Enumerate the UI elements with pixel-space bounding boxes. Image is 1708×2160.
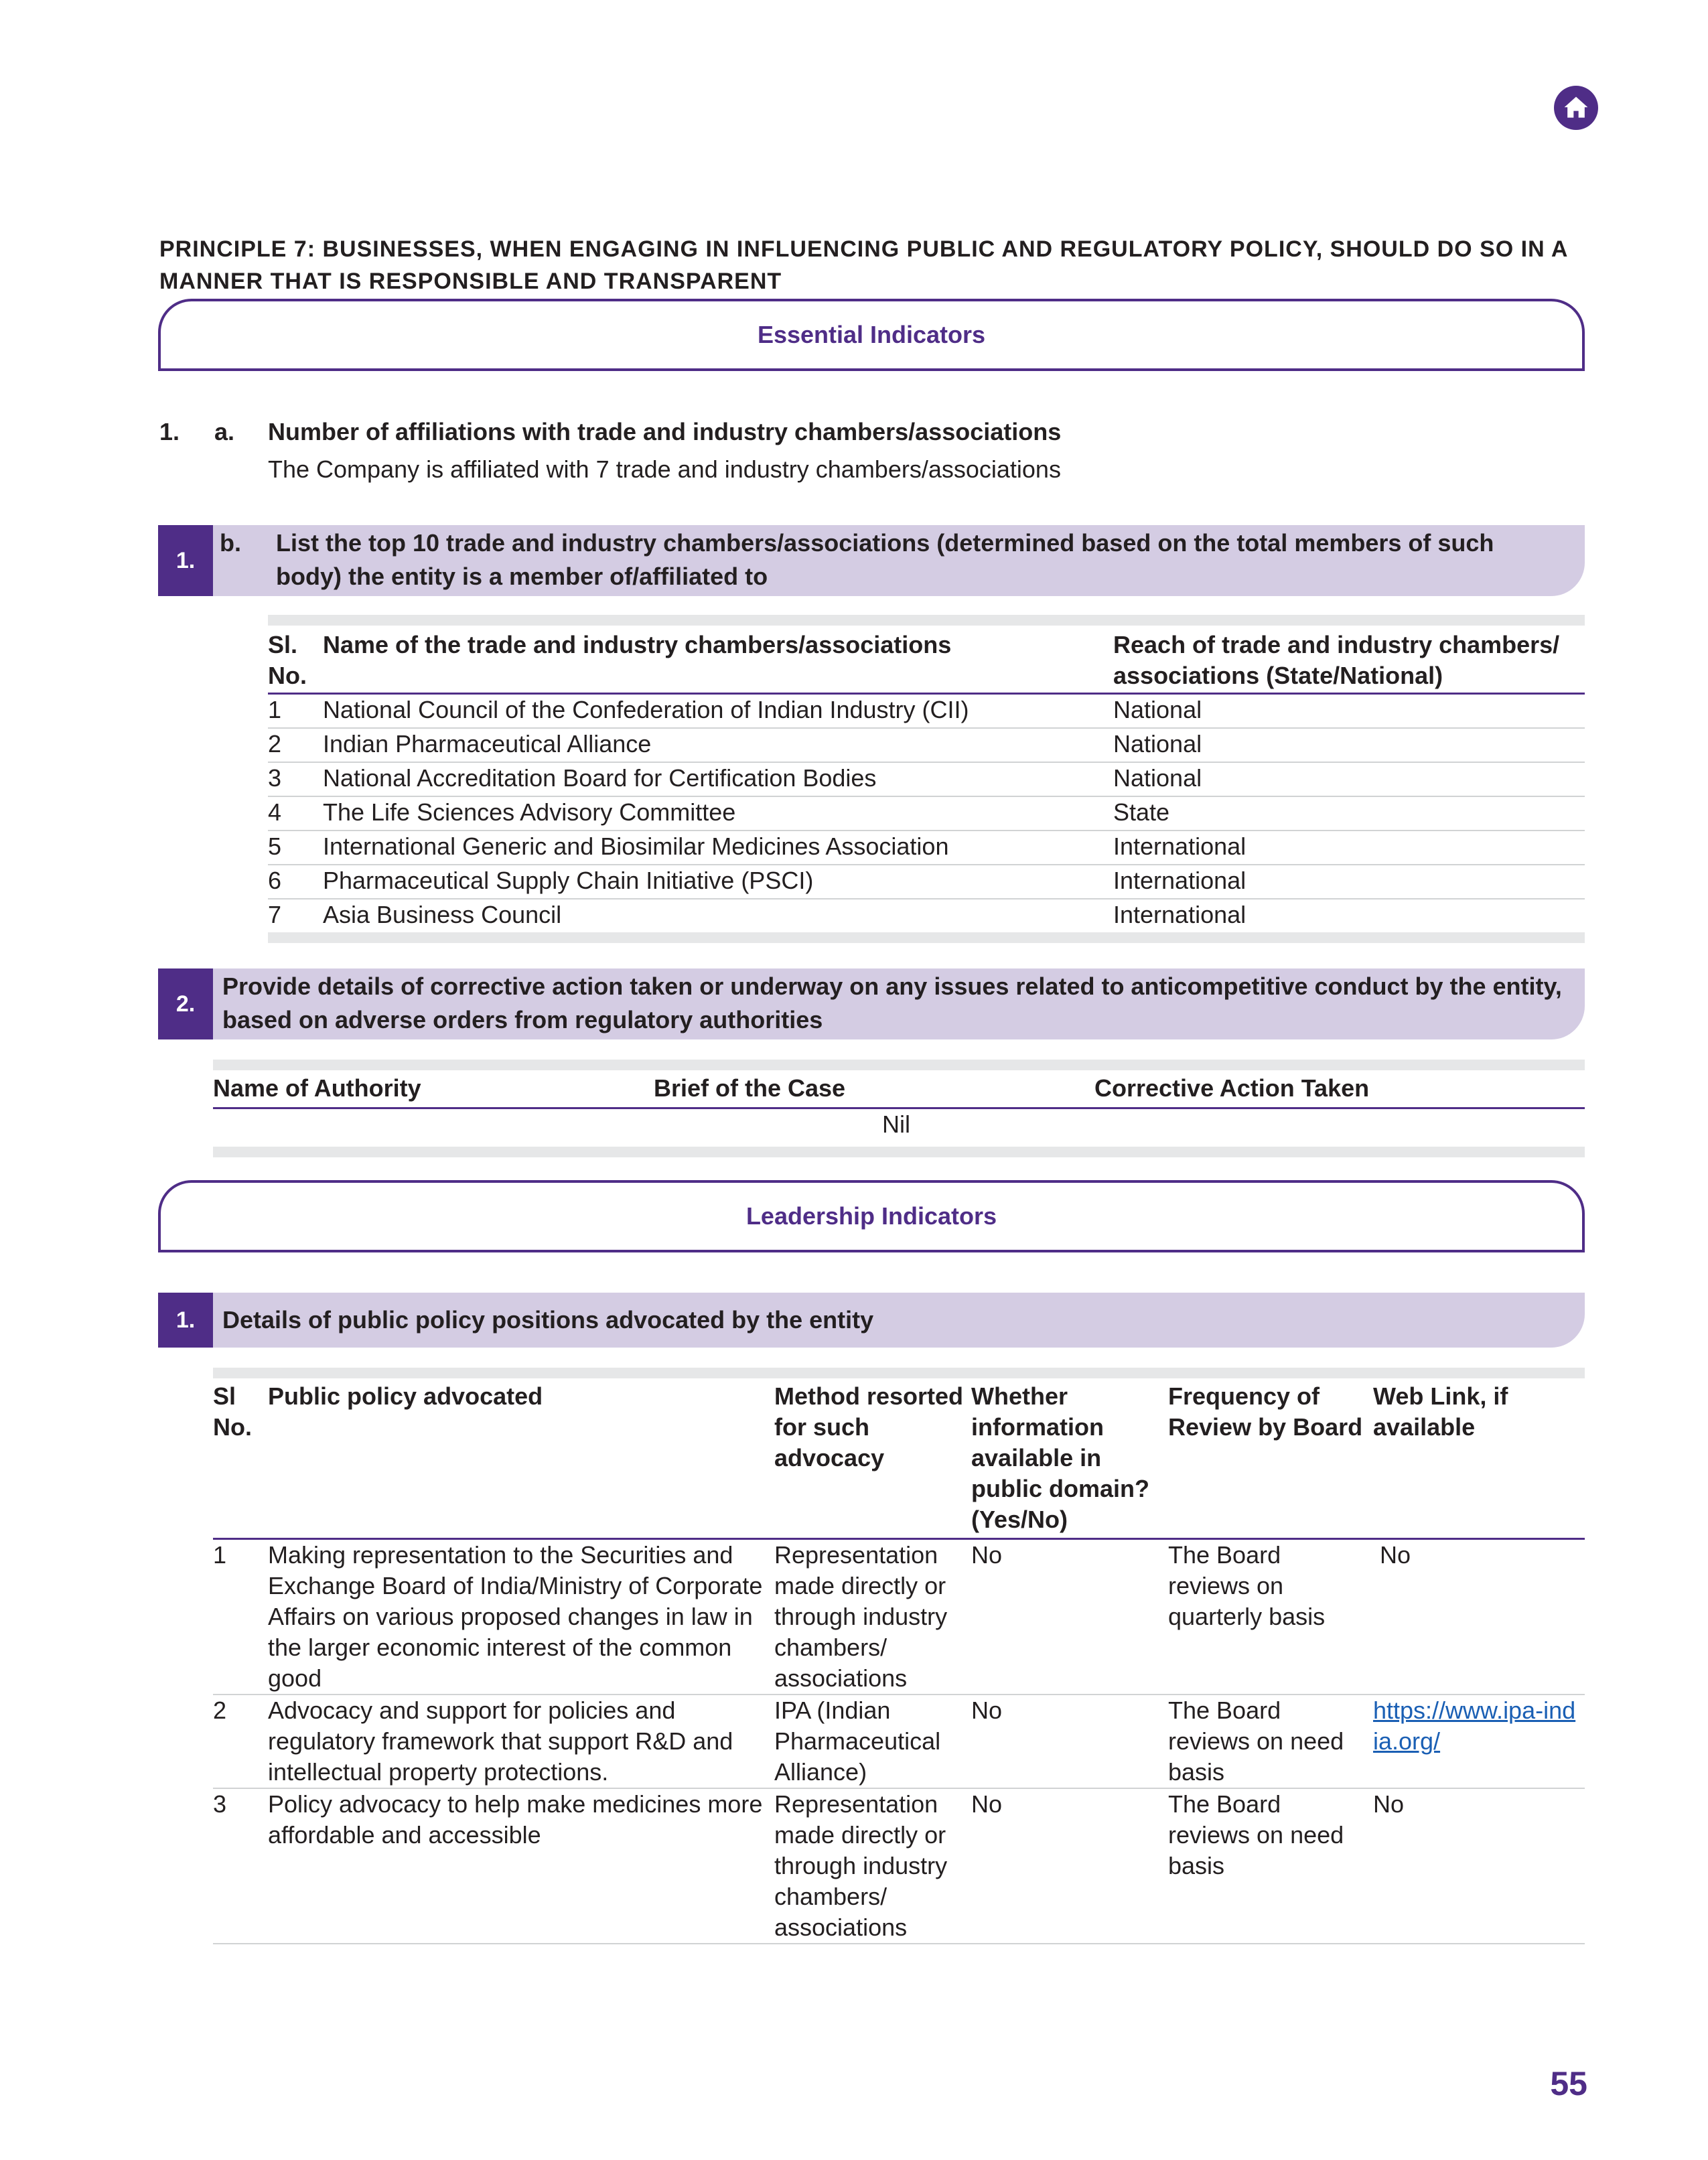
column-header-policy: Public policy advocated	[268, 1381, 774, 1539]
question-number: 2.	[158, 968, 213, 1039]
cell-frequency: The Board reviews on need basis	[1168, 1695, 1373, 1788]
cell-nil: Nil	[882, 1110, 910, 1138]
column-header-brief: Brief of the Case	[654, 1073, 1094, 1108]
question-heading: Number of affiliations with trade and industry chambers/associations	[268, 418, 1062, 445]
table-bottom-rule	[268, 932, 1585, 943]
cell-name: National Council of the Confederation of Indian Industry (CII)	[323, 694, 1113, 728]
ipa-web-link[interactable]: https://www.ipa-india.org/	[1373, 1697, 1576, 1755]
table-top-rule	[213, 1060, 1585, 1070]
cell-sl: 2	[213, 1695, 268, 1788]
cell-reach: National	[1113, 728, 1585, 762]
cell-sl: 4	[268, 796, 323, 831]
table-row	[268, 831, 1585, 865]
cell-method: Representation made directly or through industry chambers/ associations	[774, 1788, 971, 1944]
cell-sl: 1	[213, 1539, 268, 1695]
column-header-sl: Sl. No.	[268, 630, 323, 694]
cell-sl: 7	[268, 900, 282, 928]
question-text: Provide details of corrective action taken or underway on any issues related to anticompetitive conduct by the entity, based on adverse orders from regulatory authorities	[222, 973, 1562, 1033]
table-header-row	[268, 630, 1585, 694]
public-policy-table	[213, 1381, 1585, 1944]
cell-name: Pharmaceutical Supply Chain Initiative (PSCI)	[323, 865, 1113, 899]
table-top-rule	[213, 1368, 1585, 1378]
cell-method: IPA (Indian Pharmaceutical Alliance)	[774, 1695, 971, 1788]
page-number: 55	[1550, 2065, 1587, 2102]
essential-indicators-banner	[158, 299, 1585, 371]
cell-name: International Generic and Biosimilar Medicines Association	[323, 831, 1113, 865]
column-header-authority: Name of Authority	[213, 1073, 654, 1108]
cell-sl: 1	[268, 694, 323, 728]
table-row	[268, 694, 1585, 728]
cell-name: Indian Pharmaceutical Alliance	[323, 728, 1113, 762]
table-row	[268, 762, 1585, 796]
affiliations-table	[268, 630, 1585, 933]
question-answer: The Company is affiliated with 7 trade and industry chambers/associations	[268, 455, 1061, 483]
cell-reach: National	[1113, 694, 1585, 728]
column-header-frequency: Frequency of Review by Board	[1168, 1381, 1373, 1539]
anticompetitive-table	[213, 1073, 1585, 1147]
cell-reach: International	[1113, 900, 1247, 928]
question-2-bar	[158, 968, 1585, 1039]
home-button[interactable]	[1554, 86, 1598, 130]
cell-method: Representation made directly or through industry chambers/ associations	[774, 1539, 971, 1695]
cell-sl: 3	[268, 762, 323, 796]
column-header-public: Whether information available in public domain? (Yes/No)	[971, 1381, 1168, 1539]
question-number: 1.	[158, 525, 213, 596]
question-number: 1.	[159, 418, 180, 445]
table-bottom-rule	[213, 1147, 1585, 1157]
table-row	[268, 796, 1585, 831]
table-row	[268, 899, 1585, 933]
leadership-indicators-label: Leadership Indicators	[745, 1202, 997, 1230]
essential-indicators-label: Essential Indicators	[757, 321, 986, 348]
leadership-question-1-bar	[158, 1293, 1585, 1348]
table-row	[268, 865, 1585, 899]
column-header-name: Name of the trade and industry chambers/associations	[323, 630, 1113, 694]
cell-frequency: The Board reviews on need basis	[1168, 1788, 1373, 1944]
cell-policy: Making representation to the Securities and Exchange Board of India/Ministry of Corporate Affairs on various proposed changes in law in the larger economic interest of the common good	[268, 1539, 774, 1695]
cell-public: No	[971, 1788, 1168, 1944]
cell-sl: 5	[268, 831, 323, 865]
cell-sl: 3	[213, 1788, 268, 1944]
cell-public: No	[971, 1695, 1168, 1788]
cell-name: The Life Sciences Advisory Committee	[323, 796, 1113, 831]
question-text: List the top 10 trade and industry chambers/associations (determined based on the total members of such body) the entity is a member of/affiliated to	[276, 529, 1494, 590]
cell-sl: 2	[268, 728, 323, 762]
table-header-row	[213, 1073, 1585, 1108]
question-sub-letter: b.	[220, 529, 241, 557]
table-row	[213, 1539, 1585, 1695]
home-icon	[1561, 93, 1591, 123]
leadership-indicators-banner	[158, 1180, 1585, 1252]
cell-reach: State	[1113, 796, 1585, 831]
column-header-action: Corrective Action Taken	[1094, 1073, 1585, 1108]
cell-public: No	[971, 1539, 1168, 1695]
cell-link: No	[1373, 1788, 1585, 1944]
cell-sl: 6	[268, 865, 323, 899]
cell-name: National Accreditation Board for Certification Bodies	[323, 762, 1113, 796]
column-header-link: Web Link, if available	[1373, 1381, 1585, 1539]
cell-policy: Policy advocacy to help make medicines more affordable and accessible	[268, 1788, 774, 1944]
principle-title: PRINCIPLE 7: BUSINESSES, WHEN ENGAGING IN INFLUENCING PUBLIC AND REGULATORY POLICY, SHOULD DO SO IN A MANNER THAT IS RESPONSIBLE AND TRANSPARENT	[159, 236, 1568, 294]
question-number: 1.	[158, 1293, 213, 1348]
table-top-rule	[268, 615, 1585, 626]
question-1b-bar	[158, 525, 1585, 596]
cell-reach: International	[1113, 865, 1585, 899]
cell-link	[1373, 1695, 1585, 1788]
table-row	[213, 1108, 1585, 1147]
cell-frequency: The Board reviews on quarterly basis	[1168, 1539, 1373, 1695]
question-sub-letter: a.	[214, 418, 235, 445]
column-header-method: Method resorted for such advocacy	[774, 1381, 971, 1539]
question-text: Details of public policy positions advocated by the entity	[222, 1306, 874, 1334]
table-row	[268, 728, 1585, 762]
table-header-row	[213, 1381, 1585, 1539]
cell-reach: National	[1113, 762, 1585, 796]
table-row	[213, 1788, 1585, 1944]
table-row	[213, 1695, 1585, 1788]
column-header-reach: Reach of trade and industry chambers/ associations (State/National)	[1113, 630, 1585, 694]
column-header-sl: Sl No.	[213, 1381, 268, 1539]
cell-reach: International	[1113, 831, 1585, 865]
cell-link: No	[1373, 1539, 1585, 1695]
cell-name: Asia Business Council	[323, 900, 562, 928]
cell-policy: Advocacy and support for policies and regulatory framework that support R&D and intellectual property protections.	[268, 1695, 774, 1788]
